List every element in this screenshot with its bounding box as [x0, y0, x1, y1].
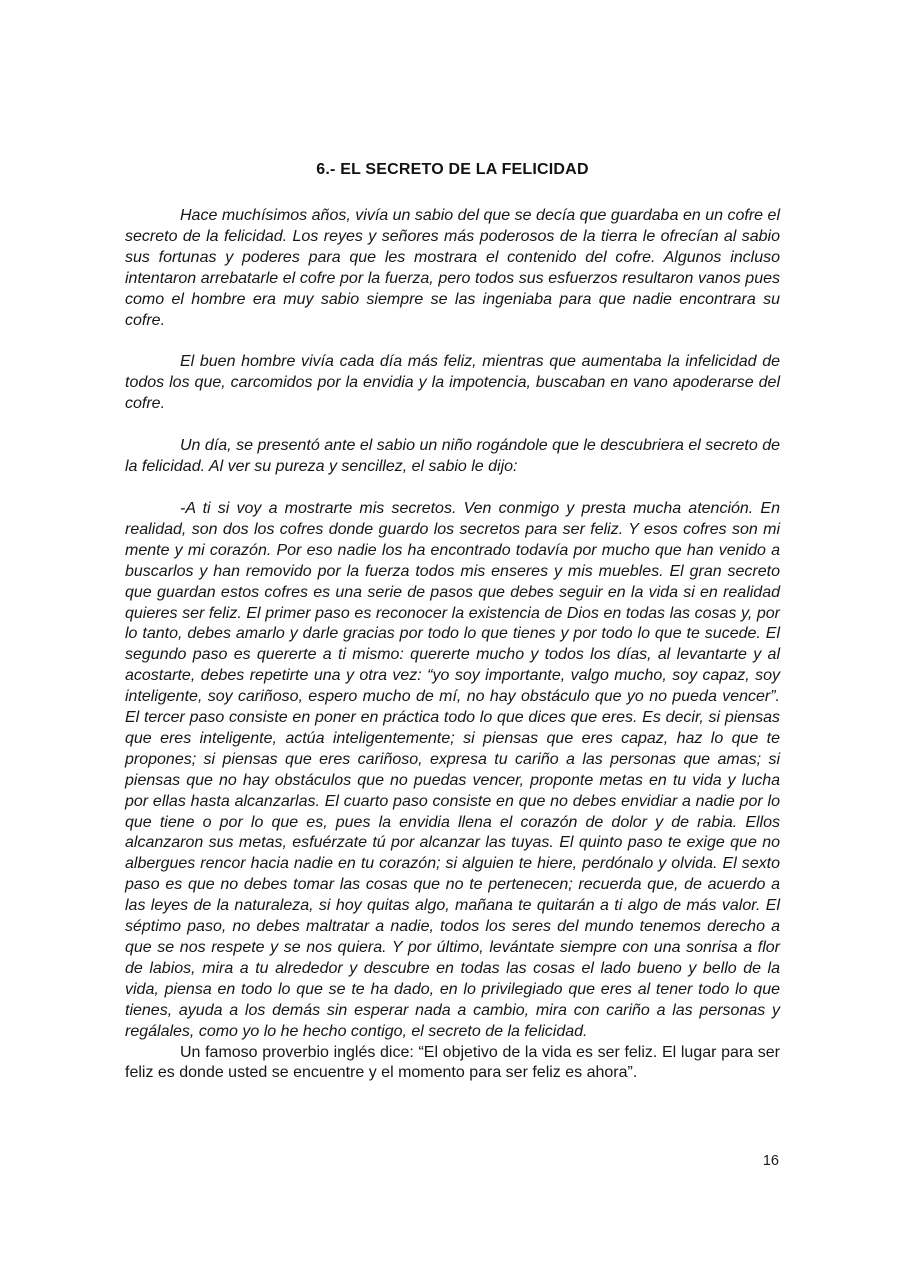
paragraph-proverb: Un famoso proverbio inglés dice: “El objetivo de la vida es ser feliz. El lugar para ser feliz es donde usted se encuentre y el momento para ser feliz es ahora”.	[125, 1043, 780, 1082]
paragraph-secrets-steps: -A ti si voy a mostrarte mis secretos. Ven conmigo y presta mucha atención. En realidad, son dos los cofres donde guardo los secretos para ser feliz. Y esos cofres son mi mente y mi corazón. Por eso nadie los ha encontrado todavía por mucho que han venido a buscarlos y han removido por la fuerza todos mis enseres y mis muebles. El gran secreto que guardan estos cofres es una serie de pasos que debes seguir en la vida si en realidad quieres ser feliz. El primer paso es reconocer la existencia de Dios en todas las cosas y, por lo tanto, debes amarlo y darle gracias por todo lo que tienes y por todo lo que te sucede. El segundo paso es quererte a ti mismo: quererte mucho y todos los días, al levantarte y al acostarte, debes repetirte una y otra vez: “yo soy importante, valgo mucho, soy capaz, soy inteligente, soy cariñoso, espero mucho de mí, no hay obstáculo que yo no pueda vencer”. El tercer paso consiste en poner en práctica todo lo que dices que eres. Es decir, si piensas que eres inteligente, actúa inteligentemente; si piensas que eres capaz, haz lo que te propones; si piensas que eres cariñoso, expresa tu cariño a las personas que amas; si piensas que no hay obstáculos que no puedas vencer, proponte metas en tu vida y lucha por ellas hasta alcanzarlas. El cuarto paso consiste en que no debes envidiar a nadie por lo que tiene o por lo que es, pues la envidia llena el corazón de dolor y de rabia. Ellos alcanzaron sus metas, esfuérzate tú por alcanzar las tuyas. El quinto paso te exige que no albergues rencor hacia nadie en tu corazón; si alguien te hiere, perdónalo y olvida. El sexto paso es que no debes tomar las cosas que no te pertenecen; recuerda que, de acuerdo a las leyes de la naturaleza, si hoy quitas algo, mañana te quitarán a ti algo de más valor. El séptimo paso, no debes maltratar a nadie, todos los seres del mundo tenemos derecho a que se nos respete y se nos quiera. Y por último, levántate siempre con una sonrisa a flor de labios, mira a tu alrededor y descubre en todas las cosas el lado bueno y bello de la vida, piensa en todo lo que se te ha dado, en lo privilegiado que eres al tener todo lo que tienes, ayuda a los demás sin esperar nada a cambio, mira con cariño a las personas y regálales, como yo lo he hecho contigo, el secreto de la felicidad.	[125, 499, 780, 1040]
page-number: 16	[762, 1153, 779, 1169]
page-title: 6.- EL SECRETO DE LA FELICIDAD	[316, 161, 589, 178]
paragraph-envy: El buen hombre vivía cada día más feliz, mientras que aumentaba la infelicidad de todos los que, carcomidos por la envidia y la impotencia, buscaban en vano apoderarse del cofre.	[125, 353, 780, 413]
text-column	[125, 161, 780, 1084]
paragraph-intro-sage: Hace muchísimos años, vivía un sabio del que se decía que guardaba en un cofre el secreto de la felicidad. Los reyes y señores más poderosos de la tierra le ofrecían al sabio sus fortunas y poderes para que les mostrara el contenido del cofre. Algunos incluso intentaron arrebatarle el cofre por la fuerza, pero todos sus esfuerzos resultaron vanos pues como el hombre era muy sabio siempre se las ingeniaba para que nadie encontrara su cofre.	[125, 207, 780, 329]
paragraph-child: Un día, se presentó ante el sabio un niño rogándole que le descubriera el secreto de la felicidad. Al ver su pureza y sencillez, el sabio le dijo:	[125, 437, 780, 476]
